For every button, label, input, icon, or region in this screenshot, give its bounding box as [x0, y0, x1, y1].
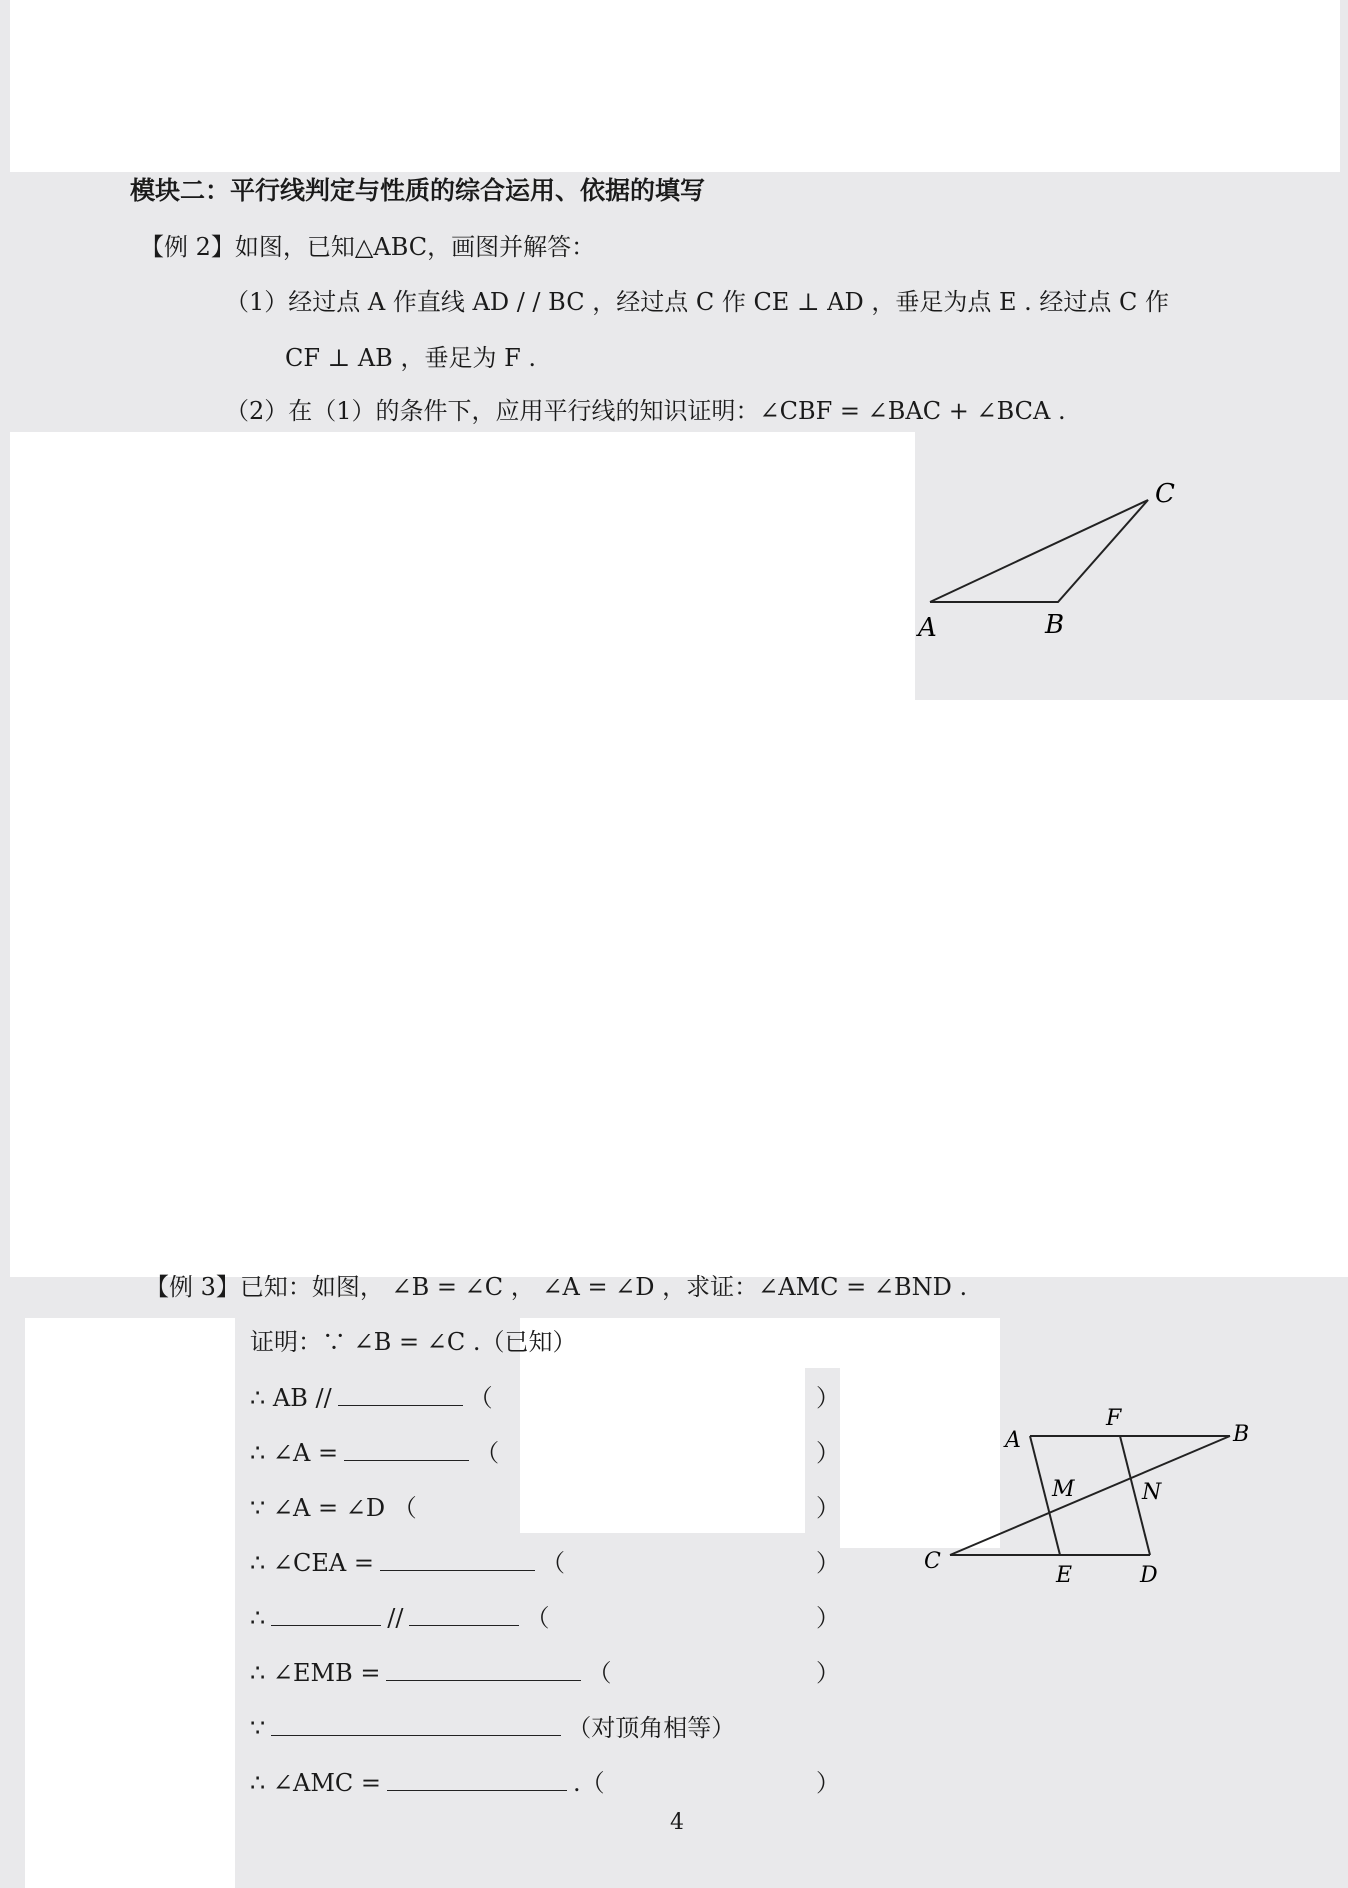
step-prefix: ∵ ∠A = ∠D （ [250, 1494, 417, 1522]
proof-step-6 [250, 1658, 611, 1688]
paren-left: （ [540, 1549, 565, 1577]
label-m: M [1052, 1477, 1075, 1502]
proof-step-5 [250, 1603, 549, 1633]
label-e: E [1056, 1563, 1073, 1588]
answer-blank[interactable] [386, 1658, 581, 1681]
step-prefix: ∵ [250, 1714, 266, 1742]
proof-start: 证明：∵ ∠B = ∠C .（已知） [250, 1328, 577, 1356]
example3-tag: 【例 3】 [145, 1273, 240, 1301]
example2-tag: 【例 2】 [140, 233, 235, 261]
step-prefix: ∴ ∠CEA = [250, 1549, 374, 1577]
example2-q1-line1: （1）经过点 A 作直线 AD / / BC ，经过点 C 作 CE ⊥ AD ，垂足为点 E . 经过点 C 作 [225, 288, 1170, 316]
proof-step-4-close: ） [816, 1549, 840, 1577]
answer-blank[interactable] [344, 1438, 469, 1461]
label-c: C [924, 1549, 941, 1574]
answer-blank[interactable] [338, 1383, 463, 1406]
label-b: B [1045, 610, 1065, 640]
paren-left: （ [475, 1439, 500, 1467]
step-middle: // [387, 1604, 404, 1632]
example3-statement: 已知：如图， ∠B = ∠C ， ∠A = ∠D ，求证：∠AMC = ∠BND . [239, 1273, 968, 1301]
example2-line [140, 232, 595, 262]
answer-blank[interactable] [380, 1548, 535, 1571]
proof-step-2-close: ） [816, 1439, 840, 1467]
triangle-abc-figure [910, 470, 1210, 650]
label-d: D [1140, 1563, 1158, 1588]
page-number: 4 [670, 1810, 684, 1835]
answer-blank[interactable] [271, 1603, 381, 1626]
proof-step-3 [250, 1493, 417, 1523]
top-redaction [10, 0, 1340, 172]
proof-step-6-close: ） [816, 1659, 840, 1687]
step-prefix: ∴ AB // [250, 1384, 332, 1412]
proof-step-8 [250, 1768, 605, 1798]
example2-intro: 如图，已知△ABC，画图并解答： [234, 233, 596, 261]
label-f: F [1106, 1406, 1122, 1431]
paren-left: （ [468, 1384, 493, 1412]
proof-step-8-close: ） [816, 1769, 840, 1797]
answer-blank[interactable] [409, 1603, 519, 1626]
line-cb [950, 1436, 1230, 1555]
label-c: C [1155, 479, 1175, 509]
proof-step-1-close: ） [816, 1384, 840, 1412]
triangle-abc [930, 500, 1148, 602]
proof-step-3-close: ） [816, 1494, 840, 1522]
proof-step-2 [250, 1438, 499, 1468]
label-n: N [1142, 1480, 1162, 1505]
left-margin-redaction [25, 1318, 235, 1888]
label-b: B [1233, 1422, 1250, 1447]
step-prefix: ∴ ∠AMC = [250, 1769, 382, 1797]
proof-step-1 [250, 1383, 493, 1413]
section-title: 模块二：平行线判定与性质的综合运用、依据的填写 [130, 176, 706, 205]
proof-step-4 [250, 1548, 565, 1578]
answer-blank[interactable] [387, 1768, 567, 1791]
paren-left: （ [587, 1659, 612, 1687]
proof-step-7 [250, 1713, 735, 1743]
example2-q2: （2）在（1）的条件下，应用平行线的知识证明：∠CBF = ∠BAC + ∠BCA . [225, 397, 1066, 425]
label-a: A [1005, 1428, 1021, 1453]
step-prefix: ∴ ∠A = [250, 1439, 339, 1467]
proof-step-5-close: ） [816, 1604, 840, 1632]
step-suffix: （对顶角相等） [567, 1714, 736, 1742]
answer-area-redaction-lower [10, 700, 1348, 1277]
paren-left: （ [580, 1769, 605, 1797]
right-redaction-top [760, 1318, 840, 1368]
paren-left: （ [525, 1604, 550, 1632]
step-prefix: ∴ ∠EMB = [250, 1659, 381, 1687]
example3-line [145, 1272, 967, 1302]
step-prefix: ∴ [250, 1604, 266, 1632]
label-a: A [918, 613, 937, 643]
answer-blank[interactable] [271, 1713, 561, 1736]
step-dot: . [573, 1769, 581, 1797]
example2-q1-line2: CF ⊥ AB ，垂足为 F . [285, 344, 536, 372]
parallel-lines-figure [910, 1395, 1270, 1595]
